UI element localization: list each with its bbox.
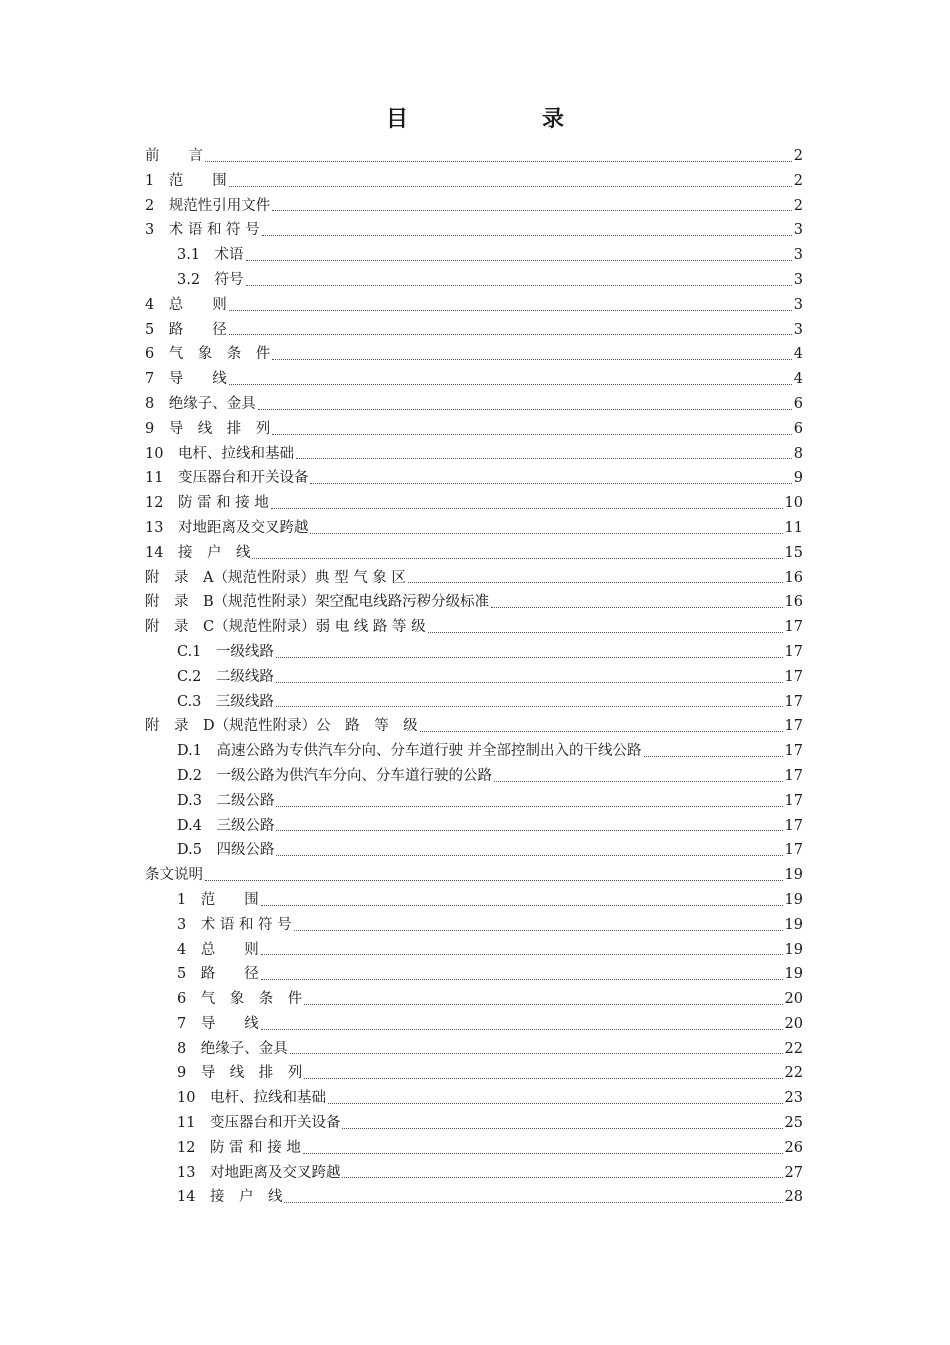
toc-dot-leader [310, 533, 782, 534]
toc-dot-leader [494, 781, 783, 782]
toc-entry-label: 5 路 径 [145, 321, 227, 338]
toc-entry[interactable] [145, 417, 803, 442]
toc-page-number: 16 [784, 569, 803, 586]
toc-dot-leader [205, 880, 783, 881]
toc-page-number: 3 [793, 321, 803, 338]
toc-page-number: 17 [784, 817, 803, 834]
toc-entry-label: 条文说明 [145, 867, 203, 884]
page-title: 目 录 [385, 106, 620, 132]
toc-page-number: 8 [793, 445, 803, 462]
toc-entry[interactable] [145, 541, 803, 566]
toc-page-number: 2 [793, 148, 803, 164]
toc-dot-leader [271, 508, 783, 509]
toc-page-number: 9 [793, 470, 803, 487]
toc-entry-label: 附 录 D（规范性附录）公 路 等 级 [145, 718, 418, 735]
toc-entry[interactable] [145, 1012, 803, 1037]
toc-entry[interactable] [145, 144, 803, 169]
toc-entry[interactable] [145, 739, 803, 764]
toc-entry-label: 12 防 雷 和 接 地 [145, 495, 269, 512]
toc-entry-label: 3 术 语 和 符 号 [177, 916, 292, 933]
toc-entry[interactable] [145, 913, 803, 938]
toc-entry[interactable] [145, 665, 803, 690]
toc-dot-leader [408, 582, 783, 583]
toc-entry[interactable] [145, 1161, 803, 1186]
toc-entry-label: 10 电杆、拉线和基础 [145, 445, 294, 462]
toc-entry-label: 4 总 则 [177, 941, 259, 958]
toc-entry-label: 11 变压器台和开关设备 [145, 470, 309, 487]
toc-dot-leader [644, 756, 783, 757]
toc-entry[interactable] [145, 243, 803, 268]
toc-page-number: 17 [784, 619, 803, 636]
toc-dot-leader [276, 682, 783, 683]
toc-dot-leader [272, 210, 792, 211]
toc-page-number: 19 [784, 916, 803, 933]
toc-entry[interactable] [145, 1111, 803, 1136]
toc-entry-label: 13 对地距离及交叉跨越 [177, 1164, 341, 1181]
toc-dot-leader [342, 1177, 782, 1178]
toc-dot-leader [491, 607, 782, 608]
toc-dot-leader [229, 334, 792, 335]
toc-entry-label: 附 录 C（规范性附录）弱 电 线 路 等 级 [145, 619, 426, 636]
toc-page-number: 16 [784, 594, 803, 611]
toc-page-number: 3 [793, 222, 803, 239]
toc-dot-leader [276, 830, 782, 831]
toc-page-number: 17 [784, 693, 803, 710]
toc-dot-leader [276, 855, 782, 856]
toc-page-number: 19 [784, 966, 803, 983]
toc-entry-label: 3.1 术语 [177, 247, 244, 264]
toc-entry[interactable] [145, 367, 803, 392]
toc-entry-label: D.2 一级公路为供汽车分向、分车道行驶的公路 [177, 767, 492, 784]
toc-entry[interactable] [145, 318, 803, 343]
toc-dot-leader [262, 235, 792, 236]
toc-page-number: 22 [784, 1040, 803, 1057]
toc-entry-label: D.4 三级公路 [177, 817, 275, 834]
toc-dot-leader [261, 905, 783, 906]
toc-page-number: 20 [784, 1015, 803, 1032]
toc-dot-leader [294, 930, 783, 931]
toc-entry-label: C.2 二级线路 [177, 668, 274, 685]
toc-entry[interactable] [145, 169, 803, 194]
toc-entry-label: 附 录 A（规范性附录）典 型 气 象 区 [145, 569, 406, 586]
toc-entry-label: 7 导 线 [177, 1015, 259, 1032]
toc-dot-leader [246, 285, 792, 286]
toc-page-number: 11 [784, 519, 803, 536]
toc-entry[interactable] [145, 1136, 803, 1161]
toc-page-number: 28 [784, 1189, 803, 1206]
toc-entry-label: 13 对地距离及交叉跨越 [145, 519, 309, 536]
toc-page-number: 10 [784, 495, 803, 512]
toc-dot-leader [229, 384, 792, 385]
toc-dot-leader [246, 260, 792, 261]
toc-entry-label: 4 总 则 [145, 296, 227, 313]
toc-page-number: 3 [793, 247, 803, 264]
toc-entry-label: 8 绝缘子、金具 [177, 1040, 288, 1057]
toc-dot-leader [258, 409, 792, 410]
toc-page-number: 23 [784, 1090, 803, 1107]
toc-dot-leader [272, 434, 792, 435]
toc-page-number: 27 [784, 1164, 803, 1181]
toc-page-number: 6 [793, 395, 803, 412]
toc-dot-leader [296, 458, 792, 459]
toc-page-number: 17 [784, 718, 803, 735]
toc-dot-leader [205, 161, 792, 162]
toc-entry-label: 9 导 线 排 列 [145, 420, 271, 437]
toc-page-number: 25 [784, 1115, 803, 1132]
toc-entry[interactable] [145, 1037, 803, 1062]
toc-dot-leader [261, 979, 783, 980]
toc-entry[interactable] [145, 615, 803, 640]
toc-entry[interactable] [145, 491, 803, 516]
toc-page-number: 19 [784, 891, 803, 908]
toc-entry[interactable] [145, 466, 803, 491]
toc-entry[interactable] [145, 764, 803, 789]
toc-dot-leader [304, 1004, 782, 1005]
toc-entry[interactable] [145, 194, 803, 219]
toc-entry[interactable] [145, 1086, 803, 1111]
toc-page-number: 6 [793, 420, 803, 437]
toc-dot-leader [272, 359, 792, 360]
toc-entry-label: 2 规范性引用文件 [145, 197, 271, 214]
toc-entry[interactable] [145, 690, 803, 715]
toc-entry[interactable] [145, 938, 803, 963]
toc-entry-label: 3 术 语 和 符 号 [145, 222, 260, 239]
toc-page-number: 26 [784, 1139, 803, 1156]
toc-dot-leader [303, 1153, 783, 1154]
toc-entry[interactable] [145, 838, 803, 863]
toc-entry-label: C.1 一级线路 [177, 643, 274, 660]
toc-entry-label: 3.2 符号 [177, 271, 244, 288]
toc-page-number: 4 [793, 371, 803, 388]
toc-entry[interactable] [145, 442, 803, 467]
toc-dot-leader [276, 657, 783, 658]
toc-page-number: 17 [784, 643, 803, 660]
toc-entry-label: 12 防 雷 和 接 地 [177, 1139, 301, 1156]
toc-entry[interactable] [145, 987, 803, 1012]
toc-entry-label: 11 变压器台和开关设备 [177, 1115, 341, 1132]
toc-page-number: 2 [793, 197, 803, 214]
toc-page-number: 17 [784, 743, 803, 760]
toc-entry-label: 1 范 围 [145, 172, 227, 189]
toc-entry-label: D.5 四级公路 [177, 842, 275, 859]
toc-dot-leader [252, 558, 782, 559]
toc-page-number: 15 [784, 544, 803, 561]
toc-entry[interactable] [145, 566, 803, 591]
toc-page-number: 22 [784, 1065, 803, 1082]
toc-entry-label: 8 绝缘子、金具 [145, 395, 256, 412]
toc-entry-label: 1 范 围 [177, 891, 259, 908]
toc-entry-label: 7 导 线 [145, 371, 227, 388]
toc-dot-leader [276, 706, 783, 707]
toc-dot-leader [261, 954, 783, 955]
toc-entry-label: 5 路 径 [177, 966, 259, 983]
toc-entry-label: D.3 二级公路 [177, 792, 275, 809]
toc-page-number: 2 [793, 172, 803, 189]
toc-dot-leader [290, 1053, 783, 1054]
toc-dot-leader [420, 731, 783, 732]
toc-entry[interactable] [145, 1185, 803, 1210]
toc-entry[interactable] [145, 640, 803, 665]
toc-dot-leader [229, 186, 792, 187]
toc-page-number: 17 [784, 842, 803, 859]
toc-entry[interactable] [145, 1061, 803, 1086]
toc-page-number: 17 [784, 792, 803, 809]
toc-entry[interactable] [145, 268, 803, 293]
toc-page-number: 3 [793, 271, 803, 288]
toc-entry-label: 14 接 户 线 [177, 1189, 283, 1206]
toc-entry-label: 6 气 象 条 件 [145, 346, 271, 363]
toc-dot-leader [310, 483, 791, 484]
toc-entry-label: 前 言 [145, 148, 203, 164]
toc-dot-leader [276, 806, 782, 807]
toc-dot-leader [328, 1103, 783, 1104]
toc-page-number: 17 [784, 668, 803, 685]
toc-page-number: 20 [784, 991, 803, 1008]
toc-page-number: 19 [784, 867, 803, 884]
toc-entry[interactable] [145, 392, 803, 417]
toc-dot-leader [342, 1128, 782, 1129]
toc-entry[interactable] [145, 962, 803, 987]
toc-entry-label: 14 接 户 线 [145, 544, 251, 561]
toc-page-number: 19 [784, 941, 803, 958]
toc-entry[interactable] [145, 590, 803, 615]
toc-entry[interactable] [145, 888, 803, 913]
toc-page-number: 4 [793, 346, 803, 363]
toc-dot-leader [261, 1029, 783, 1030]
toc-entry[interactable] [145, 863, 803, 888]
toc-entry-label: 附 录 B（规范性附录）架空配电线路污秽分级标准 [145, 594, 490, 611]
toc-entry[interactable] [145, 789, 803, 814]
toc-dot-leader [428, 632, 783, 633]
toc-entry[interactable] [145, 516, 803, 541]
toc-entry[interactable] [145, 714, 803, 739]
toc-dot-leader [304, 1078, 782, 1079]
toc-entry[interactable] [145, 814, 803, 839]
toc-entry-label: D.1 高速公路为专供汽车分向、分车道行驶 并全部控制出入的干线公路 [177, 743, 642, 760]
toc-page-number: 17 [784, 767, 803, 784]
toc-entry-label: 6 气 象 条 件 [177, 991, 303, 1008]
toc-page-number: 3 [793, 296, 803, 313]
toc-dot-leader [284, 1202, 782, 1203]
toc-entry[interactable] [145, 342, 803, 367]
toc-entry[interactable] [145, 218, 803, 243]
toc-entry-label: 9 导 线 排 列 [177, 1065, 303, 1082]
toc-entry-label: 10 电杆、拉线和基础 [177, 1090, 326, 1107]
toc-dot-leader [229, 310, 792, 311]
toc-entry-label: C.3 三级线路 [177, 693, 274, 710]
toc-entry[interactable] [145, 293, 803, 318]
table-of-contents [145, 144, 803, 1210]
